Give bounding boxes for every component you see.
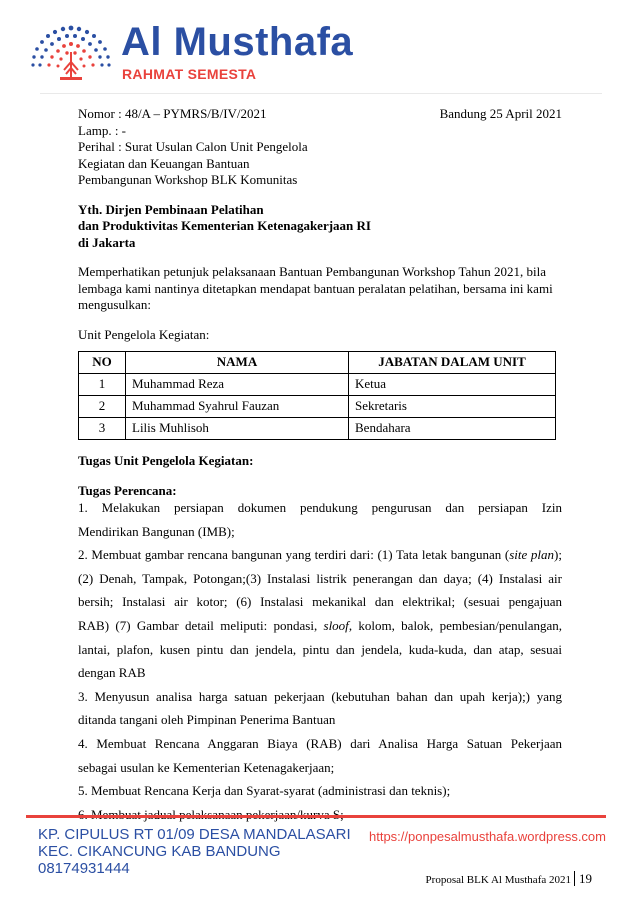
cell-jabatan: Ketua (349, 374, 556, 396)
task-item-1-line-1: 1. Melakukan persiapan dokumen pendukung pengurusan dan persiapan Izin (78, 500, 562, 515)
task-item-2-line-3: bersih; Instalasi air kotor; (6) Instalasi mekanikal dan elektrikal; (sesuai pengajuan (78, 594, 562, 610)
tasks-heading: Tugas Unit Pengelola Kegiatan: (78, 453, 254, 468)
task-item-3-line-1: 3. Menyusun analisa harga satuan pekerjaan (kebutuhan bahan dan upah kerja);) yang (78, 688, 562, 704)
letter-subject-line-1: Perihal : Surat Usulan Calon Unit Pengelola (78, 139, 308, 154)
task-list (78, 496, 562, 826)
intro-paragraph: Memperhatikan petunjuk pelaksanaan Bantuan Pembangunan Workshop Tahun 2021, bila lembaga kami nantinya ditetapkan mendapat bantuan peralatan pelatihan, bersama ini kami mengusulkan: (78, 264, 553, 312)
table-header-row (79, 352, 556, 374)
cell-jabatan: Sekretaris (349, 396, 556, 418)
task-item-2-line-2: (2) Denah, Tampak, Potongan;(3) Instalasi listrik penerangan dan daya; (4) Instalasi air (78, 570, 562, 586)
organization-subtitle: RAHMAT SEMESTA (122, 66, 257, 82)
letter-attachment: Lamp. : - (78, 122, 127, 138)
recipient-line-2: dan Produktivitas Kementerian Ketenagakerjaan RI (78, 218, 371, 233)
table-row (79, 396, 556, 418)
address-line-2: KEC. CIKANCUNG KAB BANDUNG (38, 843, 281, 860)
task-item-4-line-2: sebagai usulan ke Kementerian Ketenagakerjaan; (78, 759, 335, 775)
task-item-2-line-1: 2. Membuat gambar rencana bangunan yang terdiri dari: (1) Tata letak bangunan (site plan); (78, 547, 562, 563)
cell-nama: Muhammad Reza (126, 374, 349, 396)
letter-body (78, 106, 562, 826)
page-number: 19 (574, 871, 592, 886)
task-item-2-line-6: dengan RAB (78, 665, 146, 681)
page-footer (426, 871, 592, 887)
column-header-jabatan: JABATAN DALAM UNIT (349, 352, 556, 374)
phone-number: 08174931444 (38, 860, 130, 877)
footer-divider (26, 815, 606, 818)
recipient-line-3: di Jakarta (78, 234, 136, 250)
cell-no: 1 (79, 374, 126, 396)
column-header-nama: NAMA (126, 352, 349, 374)
cell-nama: Lilis Muhlisoh (126, 418, 349, 440)
unit-table (78, 351, 556, 440)
planner-tasks-heading: Tugas Perencana: (78, 482, 177, 498)
task-item-2-line-5: lantai, plafon, kusen pintu dan jendela, pintu dan jendela, kuda-kuda, dan atap, sesuai (78, 641, 562, 657)
address-line-1: KP. CIPULUS RT 01/09 DESA MANDALASARI (38, 826, 351, 843)
dotted-tree-logo-icon (30, 22, 112, 84)
task-item-5: 5. Membuat Rencana Kerja dan Syarat-syarat (administrasi dan teknis); (78, 783, 451, 799)
cell-jabatan: Bendahara (349, 418, 556, 440)
organization-name: Al Musthafa (121, 20, 354, 64)
cell-no: 2 (79, 396, 126, 418)
footer-address (38, 826, 351, 877)
task-item-3-line-2: ditanda tangani oleh Pimpinan Penerima Bantuan (78, 712, 336, 728)
table-row (79, 418, 556, 440)
task-item-2-line-4: RAB) (7) Gambar detail meliputi: pondasi, sloof, kolom, balok, pembesian/penulangan, (78, 617, 563, 633)
letter-subject-line-2: Kegiatan dan Keuangan Bantuan (78, 155, 250, 171)
unit-heading: Unit Pengelola Kegiatan: (78, 326, 210, 342)
website-link[interactable]: https://ponpesalmusthafa.wordpress.com (368, 829, 606, 844)
document-label: Proposal BLK Al Musthafa 2021 (425, 874, 571, 886)
letter-subject-line-3: Pembangunan Workshop BLK Komunitas (78, 172, 298, 187)
letter-date: Bandung 25 April 2021 (439, 106, 562, 121)
letter-number-row (78, 106, 562, 123)
cell-no: 3 (79, 418, 126, 440)
header-divider (40, 93, 602, 94)
recipient-line-1: Yth. Dirjen Pembinaan Pelatihan (78, 201, 264, 217)
task-item-1-line-2: Mendirikan Bangunan (IMB); (78, 523, 235, 539)
table-row (79, 374, 556, 396)
letter-number: Nomor : 48/A – PYMRS/B/IV/2021 (78, 106, 267, 121)
cell-nama: Muhammad Syahrul Fauzan (126, 396, 349, 418)
task-item-4-line-1: 4. Membuat Rencana Anggaran Biaya (RAB) dari Analisa Harga Satuan Pekerjaan (78, 735, 562, 751)
column-header-no: NO (79, 352, 126, 374)
